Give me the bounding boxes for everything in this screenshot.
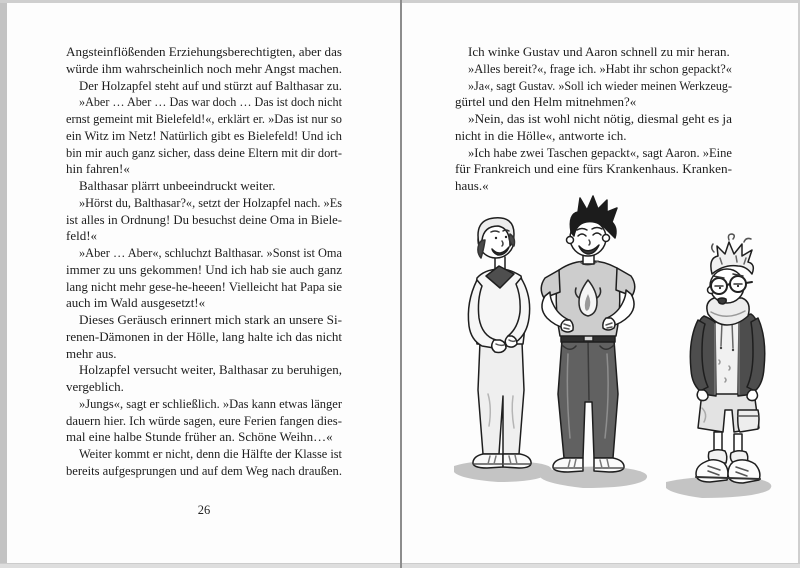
text-line: Weiter kommt er nicht, denn die Hälfte der Klasse ist [79, 446, 342, 461]
text-line: gürtel und den Helm mitnehmen?« [455, 94, 637, 110]
text-line: »Nein, das ist wohl nicht nötig, diesmal geht es ja [468, 111, 732, 126]
text-line: nicht in die Hölle«, antworte ich. [455, 127, 627, 143]
text-line: mehr aus. [66, 345, 117, 361]
text-line: Angsteinflößenden Erziehungsberechtigten, aber das [66, 44, 343, 59]
text-line: Dieses Geräusch erinnert mich stark an unsere Si- [79, 312, 342, 327]
text-line: »Aber … Aber«, schluchzt Balthasar. »Sonst ist Oma [79, 245, 342, 260]
text-line: auch im Wald ausgesetzt!« [66, 295, 206, 311]
text-line: feld!« [66, 228, 98, 244]
left-page-text [66, 44, 342, 480]
text-line: »Hörst du, Balthasar?«, setzt der Holzapfel nach. »Es [79, 194, 342, 210]
text-line: hin fahren!« [66, 161, 130, 177]
page-gutter-line [400, 0, 402, 568]
text-line: bereits aufgesprungen und auf dem Weg nach draußen. [66, 462, 342, 478]
text-line: vergeblich. [66, 379, 124, 394]
text-line: Holzapfel versucht weiter, Balthasar zu beruhigen, [79, 362, 342, 378]
boy-right [690, 234, 764, 483]
text-line: immer zu uns gekommen! Und ich hab sie auch ganz [66, 261, 342, 277]
text-line: für Frankreich und eine fürs Krankenhaus. Kranken- [455, 161, 732, 177]
text-line: »Ja«, sagt Gustav. »Soll ich wieder meinen Werkzeug- [468, 77, 732, 93]
boy-left [468, 218, 531, 468]
text-line: Der Holzapfel steht auf und stürzt auf Balthasar zu. [79, 77, 342, 93]
boy-middle [541, 196, 635, 472]
text-line: ernst gemeint mit Bielefeld!«, erklärt er. »Das ist nur so [66, 111, 342, 126]
text-line: »Alles bereit?«, frage ich. »Habt ihr schon gepackt?« [468, 60, 732, 76]
text-line: würde ihm wahrscheinlich noch mehr Angst machen. [66, 60, 342, 76]
text-line: ein Witz im Netz! Natürlich gibt es Bielefeld! Und ich [66, 127, 342, 143]
text-line: dauern hier. Ich würde sagen, eure Ferien fangen dies- [66, 412, 342, 428]
text-line: bin mir auch ganz sicher, dass deine Eltern mit dir dort- [66, 144, 342, 160]
text-line: »Ich habe zwei Taschen gepackt«, sagt Aaron. »Eine [468, 144, 732, 160]
text-line: haus.« [455, 178, 489, 193]
right-page-text [455, 44, 732, 195]
illustration-three-boys [446, 194, 788, 514]
text-line: »Aber … Aber … Das war doch … Das ist doch nicht [79, 94, 342, 110]
text-line: mal eine halbe Stunde früher an. Schöne Weihn…« [66, 429, 333, 445]
text-line: renen-Dämonen in der Hölle, lang halte ich das nicht [66, 328, 342, 344]
scan-edge-left [0, 0, 7, 568]
text-line: ist alles in Ordnung! Du besuchst deine Oma in Biele- [66, 211, 342, 227]
page-number: 26 [197, 503, 211, 517]
text-line: Balthasar plärrt unbeeindruckt weiter. [79, 178, 276, 193]
text-line: Ich winke Gustav und Aaron schnell zu mir heran. [468, 44, 730, 59]
text-line: lang nicht mehr gese-he-heeen! Vielleicht hat Papa sie [66, 278, 342, 294]
text-line: »Jungs«, sagt er schließlich. »Das kann etwas länger [79, 395, 342, 411]
